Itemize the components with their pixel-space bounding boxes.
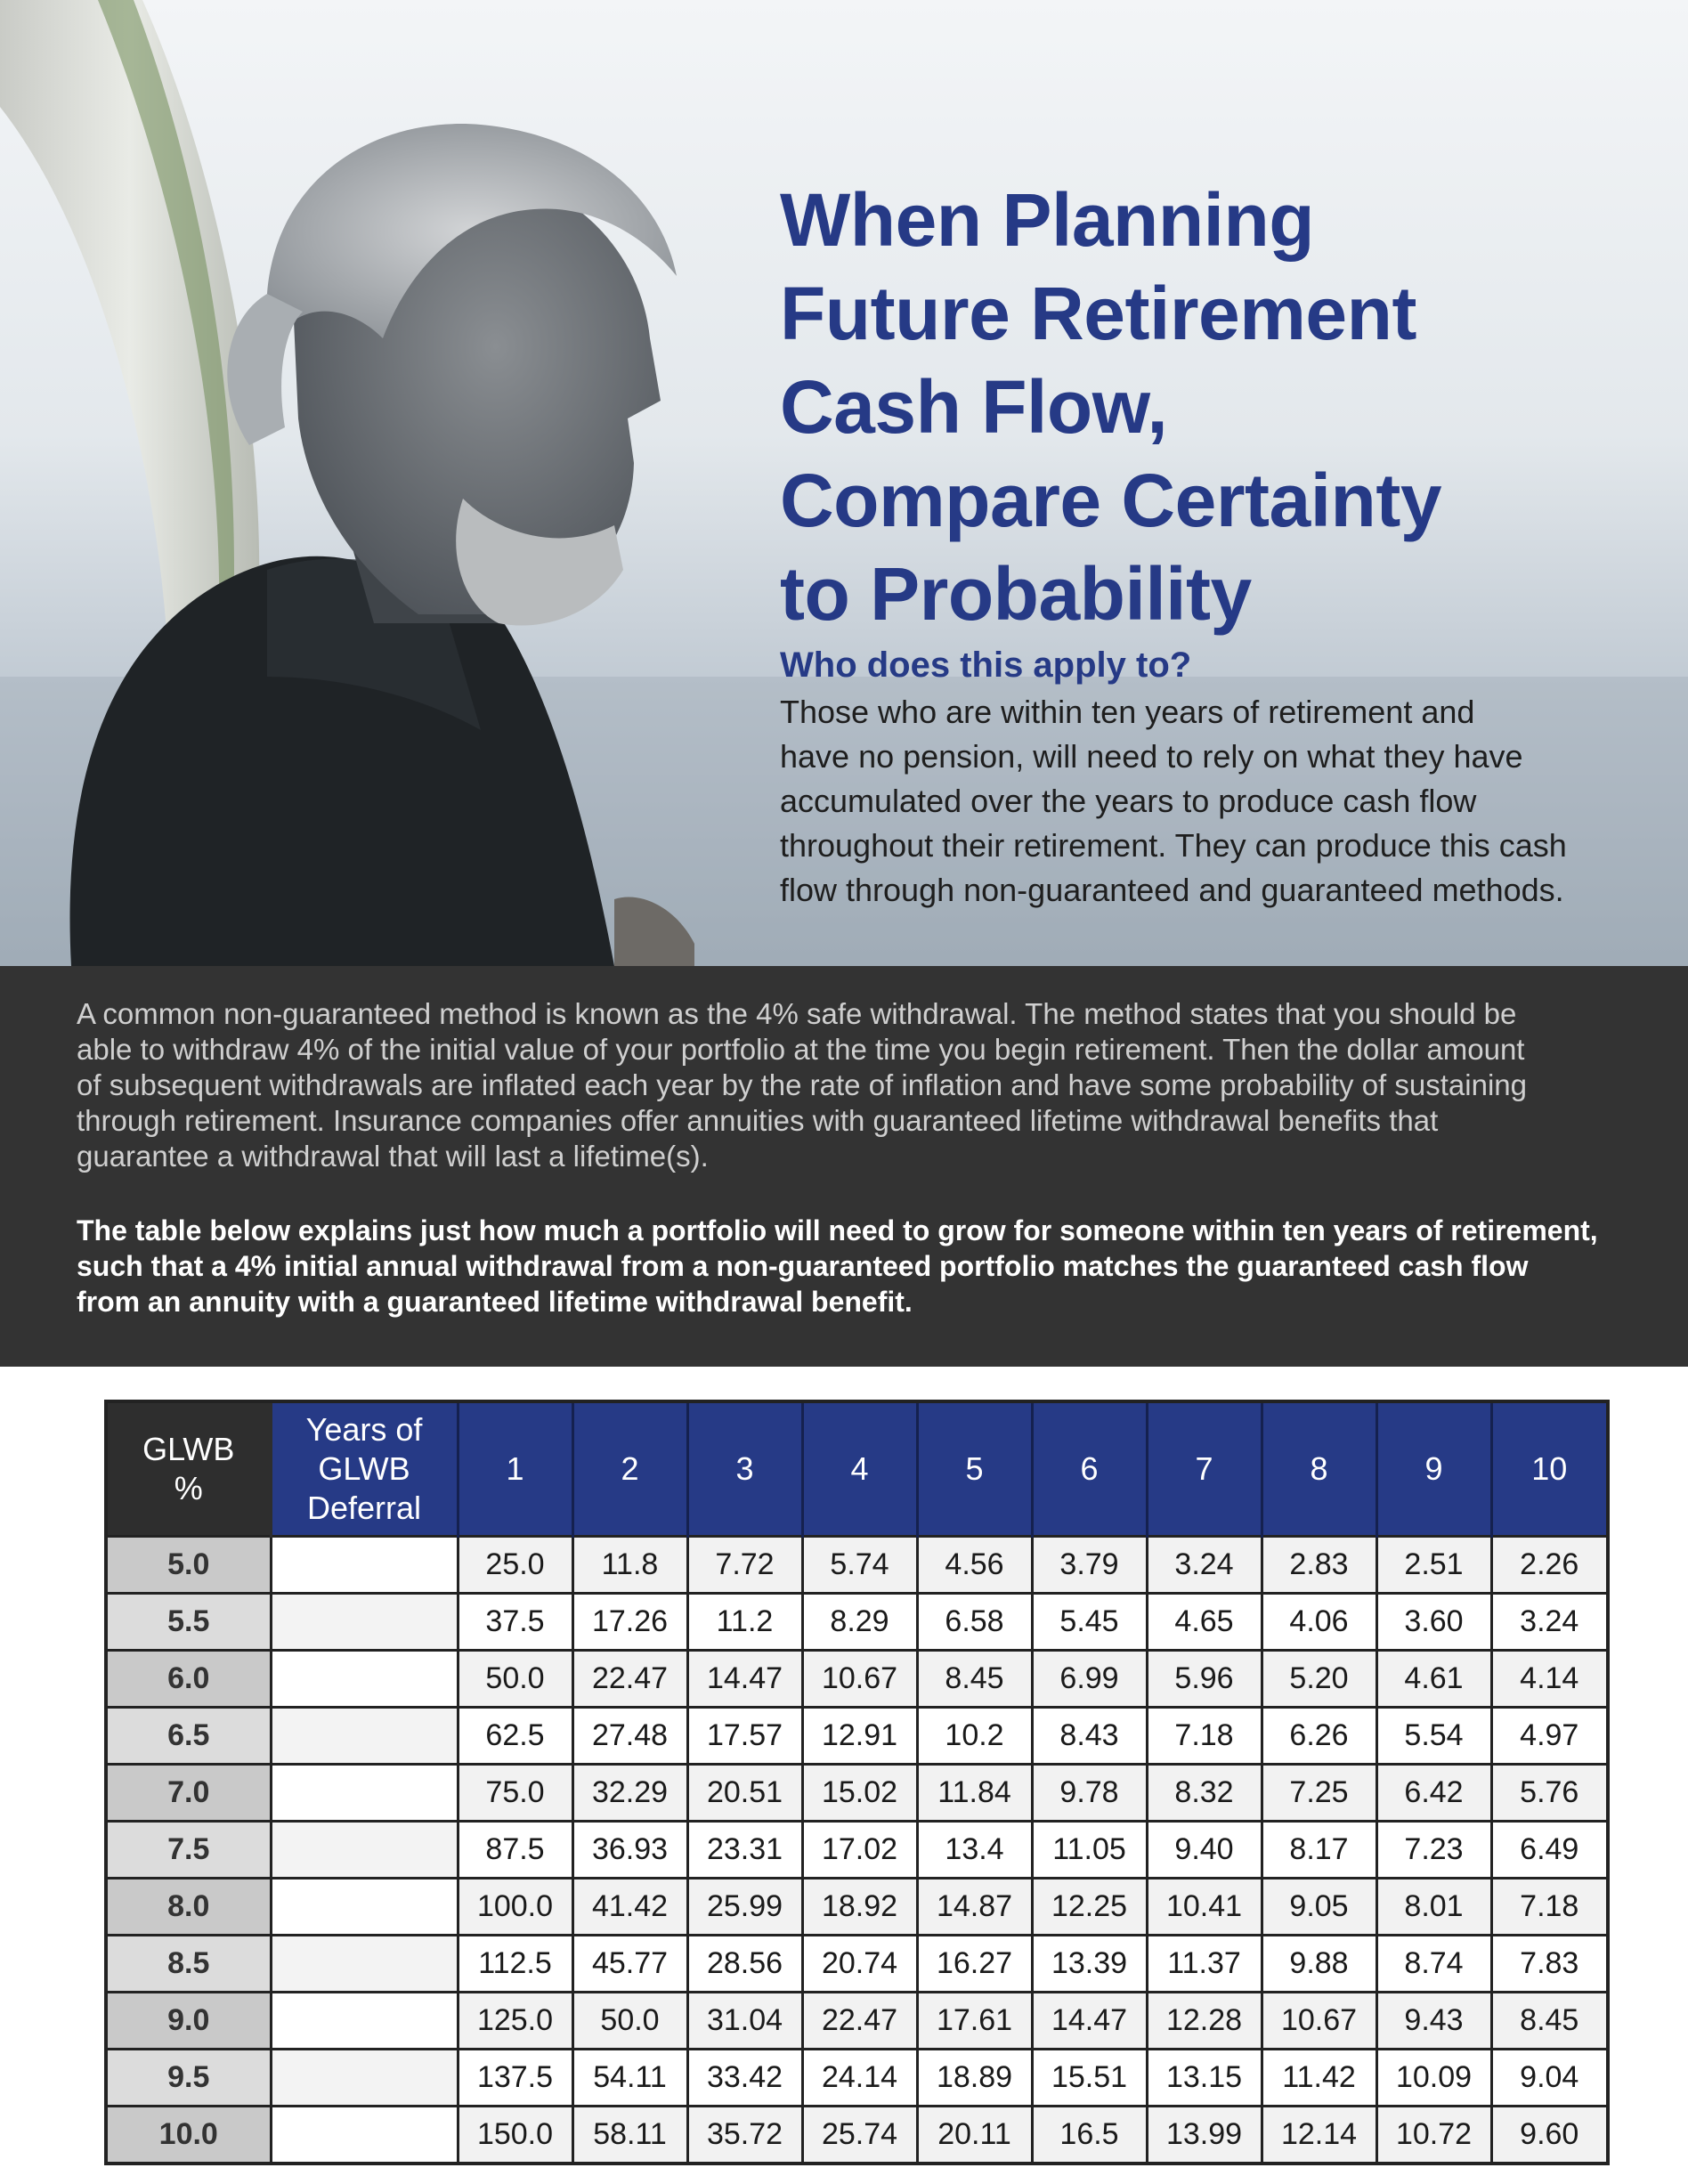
table-header-row [106, 1401, 1608, 1537]
growth-value-cell: 14.87 [917, 1879, 1032, 1936]
explanation-line: guarantee a withdrawal that will last a lifetime(s). [77, 1140, 709, 1173]
growth-value-cell: 4.14 [1491, 1651, 1608, 1708]
growth-value-cell: 8.17 [1262, 1822, 1376, 1879]
growth-value-cell: 6.58 [917, 1594, 1032, 1651]
title-line: Compare Certainty [780, 459, 1442, 542]
section-subtitle: Who does this apply to? [780, 645, 1192, 685]
growth-value-cell: 3.60 [1376, 1594, 1491, 1651]
growth-value-cell: 25.74 [802, 2107, 917, 2164]
growth-value-cell: 17.57 [687, 1708, 802, 1765]
growth-value-cell: 7.83 [1491, 1936, 1608, 1993]
growth-value-cell: 14.47 [687, 1651, 802, 1708]
deferral-blank-cell [271, 1822, 458, 1879]
intro-line: accumulated over the years to produce cash flow [780, 783, 1477, 819]
header-years-of-deferral [271, 1401, 458, 1537]
title-line: Future Retirement [780, 272, 1416, 355]
header-year-6: 6 [1032, 1401, 1147, 1537]
growth-value-cell: 13.39 [1032, 1936, 1147, 1993]
header-year-1: 1 [458, 1401, 572, 1537]
growth-value-cell: 6.99 [1032, 1651, 1147, 1708]
header-year-7: 7 [1147, 1401, 1262, 1537]
header-glwb-percent [106, 1401, 271, 1537]
growth-value-cell: 6.42 [1376, 1765, 1491, 1822]
growth-value-cell: 27.48 [572, 1708, 687, 1765]
growth-value-cell: 11.42 [1262, 2050, 1376, 2107]
growth-value-cell: 100.0 [458, 1879, 572, 1936]
deferral-blank-cell [271, 1651, 458, 1708]
growth-value-cell: 13.4 [917, 1822, 1032, 1879]
growth-value-cell: 33.42 [687, 2050, 802, 2107]
growth-value-cell: 16.27 [917, 1936, 1032, 1993]
growth-value-cell: 24.14 [802, 2050, 917, 2107]
intro-line: flow through non-guaranteed and guaranteed methods. [780, 872, 1564, 908]
page-title [780, 174, 1635, 641]
table-intro-line: The table below explains just how much a portfolio will need to grow for someone within ten years of retirement, [77, 1214, 1598, 1246]
header-year-3: 3 [687, 1401, 802, 1537]
growth-value-cell: 8.74 [1376, 1936, 1491, 1993]
portfolio-growth-table [104, 1400, 1610, 2165]
table-row [106, 2050, 1608, 2107]
growth-value-cell: 32.29 [572, 1765, 687, 1822]
growth-value-cell: 7.18 [1147, 1708, 1262, 1765]
growth-value-cell: 3.24 [1491, 1594, 1608, 1651]
growth-value-cell: 20.51 [687, 1765, 802, 1822]
growth-value-cell: 31.04 [687, 1993, 802, 2050]
growth-value-cell: 10.67 [1262, 1993, 1376, 2050]
table-row [106, 1594, 1608, 1651]
title-line: When Planning [780, 178, 1315, 262]
table-row [106, 2107, 1608, 2164]
growth-value-cell: 5.76 [1491, 1765, 1608, 1822]
table-intro-line: such that a 4% initial annual withdrawal from a non-guaranteed portfolio matches the guaranteed cash flow [77, 1250, 1529, 1282]
growth-value-cell: 16.5 [1032, 2107, 1147, 2164]
growth-value-cell: 9.04 [1491, 2050, 1608, 2107]
growth-value-cell: 11.05 [1032, 1822, 1147, 1879]
growth-value-cell: 10.67 [802, 1651, 917, 1708]
header-glwb-line: GLWB [142, 1431, 235, 1467]
glwb-percent-cell: 5.5 [106, 1594, 271, 1651]
header-years-line: Years of [305, 1411, 423, 1448]
deferral-blank-cell [271, 1537, 458, 1594]
growth-value-cell: 25.0 [458, 1537, 572, 1594]
table-intro-line: from an annuity with a guaranteed lifetime withdrawal benefit. [77, 1286, 913, 1318]
growth-value-cell: 9.40 [1147, 1822, 1262, 1879]
growth-value-cell: 11.84 [917, 1765, 1032, 1822]
growth-value-cell: 4.06 [1262, 1594, 1376, 1651]
table-row [106, 1651, 1608, 1708]
explanation-line: able to withdraw 4% of the initial value of your portfolio at the time you begin retirement. Then the dollar amount [77, 1033, 1525, 1066]
growth-value-cell: 5.20 [1262, 1651, 1376, 1708]
deferral-blank-cell [271, 1594, 458, 1651]
growth-value-cell: 7.23 [1376, 1822, 1491, 1879]
growth-value-cell: 18.89 [917, 2050, 1032, 2107]
header-year-4: 4 [802, 1401, 917, 1537]
hero-section [0, 0, 1688, 966]
growth-value-cell: 45.77 [572, 1936, 687, 1993]
growth-value-cell: 23.31 [687, 1822, 802, 1879]
growth-value-cell: 3.24 [1147, 1537, 1262, 1594]
growth-value-cell: 9.88 [1262, 1936, 1376, 1993]
explanation-paragraph [77, 996, 1661, 1174]
growth-value-cell: 37.5 [458, 1594, 572, 1651]
growth-value-cell: 12.14 [1262, 2107, 1376, 2164]
intro-line: have no pension, will need to rely on what they have [780, 738, 1523, 775]
growth-value-cell: 41.42 [572, 1879, 687, 1936]
growth-value-cell: 12.28 [1147, 1993, 1262, 2050]
growth-value-cell: 10.09 [1376, 2050, 1491, 2107]
growth-value-cell: 28.56 [687, 1936, 802, 1993]
growth-value-cell: 6.49 [1491, 1822, 1608, 1879]
growth-value-cell: 15.51 [1032, 2050, 1147, 2107]
growth-value-cell: 3.79 [1032, 1537, 1147, 1594]
intro-line: throughout their retirement. They can produce this cash [780, 827, 1567, 864]
growth-value-cell: 4.61 [1376, 1651, 1491, 1708]
explanation-line: A common non-guaranteed method is known as the 4% safe withdrawal. The method states that you should be [77, 997, 1517, 1030]
growth-value-cell: 112.5 [458, 1936, 572, 1993]
table-intro-paragraph [77, 1213, 1661, 1319]
explanation-band [0, 966, 1688, 1367]
growth-value-cell: 18.92 [802, 1879, 917, 1936]
table-row [106, 1537, 1608, 1594]
header-glwb-line: % [174, 1470, 203, 1506]
table-row [106, 1993, 1608, 2050]
growth-value-cell: 87.5 [458, 1822, 572, 1879]
growth-value-cell: 20.74 [802, 1936, 917, 1993]
growth-value-cell: 22.47 [802, 1993, 917, 2050]
growth-value-cell: 125.0 [458, 1993, 572, 2050]
header-year-10: 10 [1491, 1401, 1608, 1537]
deferral-blank-cell [271, 1879, 458, 1936]
header-year-5: 5 [917, 1401, 1032, 1537]
glwb-percent-cell: 7.5 [106, 1822, 271, 1879]
growth-value-cell: 9.05 [1262, 1879, 1376, 1936]
glwb-percent-cell: 6.0 [106, 1651, 271, 1708]
growth-value-cell: 12.91 [802, 1708, 917, 1765]
growth-value-cell: 8.32 [1147, 1765, 1262, 1822]
growth-value-cell: 10.41 [1147, 1879, 1262, 1936]
intro-paragraph [780, 690, 1635, 913]
growth-value-cell: 8.45 [917, 1651, 1032, 1708]
growth-value-cell: 8.29 [802, 1594, 917, 1651]
table-header [106, 1401, 1608, 1537]
growth-value-cell: 13.99 [1147, 2107, 1262, 2164]
growth-value-cell: 7.25 [1262, 1765, 1376, 1822]
growth-value-cell: 2.83 [1262, 1537, 1376, 1594]
glwb-percent-cell: 5.0 [106, 1537, 271, 1594]
growth-value-cell: 50.0 [458, 1651, 572, 1708]
growth-value-cell: 14.47 [1032, 1993, 1147, 2050]
growth-value-cell: 5.45 [1032, 1594, 1147, 1651]
header-year-8: 8 [1262, 1401, 1376, 1537]
growth-value-cell: 8.43 [1032, 1708, 1147, 1765]
deferral-blank-cell [271, 1765, 458, 1822]
growth-value-cell: 2.51 [1376, 1537, 1491, 1594]
growth-value-cell: 17.26 [572, 1594, 687, 1651]
deferral-blank-cell [271, 1936, 458, 1993]
deferral-blank-cell [271, 1708, 458, 1765]
growth-value-cell: 10.2 [917, 1708, 1032, 1765]
intro-line: Those who are within ten years of retirement and [780, 694, 1475, 730]
growth-value-cell: 7.18 [1491, 1879, 1608, 1936]
growth-value-cell: 4.56 [917, 1537, 1032, 1594]
table-row [106, 1765, 1608, 1822]
deferral-blank-cell [271, 1993, 458, 2050]
explanation-line: of subsequent withdrawals are inflated each year by the rate of inflation and have some probability of sustaining [77, 1068, 1527, 1101]
growth-value-cell: 13.15 [1147, 2050, 1262, 2107]
header-years-line: GLWB [318, 1450, 410, 1487]
growth-value-cell: 9.78 [1032, 1765, 1147, 1822]
growth-value-cell: 4.97 [1491, 1708, 1608, 1765]
growth-value-cell: 9.43 [1376, 1993, 1491, 2050]
deferral-blank-cell [271, 2107, 458, 2164]
growth-value-cell: 7.72 [687, 1537, 802, 1594]
growth-value-cell: 36.93 [572, 1822, 687, 1879]
explanation-line: through retirement. Insurance companies offer annuities with guaranteed lifetime withdrawal benefits that [77, 1104, 1439, 1137]
glwb-percent-cell: 10.0 [106, 2107, 271, 2164]
growth-value-cell: 12.25 [1032, 1879, 1147, 1936]
glwb-percent-cell: 9.5 [106, 2050, 271, 2107]
growth-value-cell: 62.5 [458, 1708, 572, 1765]
growth-value-cell: 11.8 [572, 1537, 687, 1594]
growth-value-cell: 15.02 [802, 1765, 917, 1822]
glwb-percent-cell: 6.5 [106, 1708, 271, 1765]
growth-value-cell: 11.2 [687, 1594, 802, 1651]
growth-value-cell: 25.99 [687, 1879, 802, 1936]
growth-value-cell: 150.0 [458, 2107, 572, 2164]
glwb-percent-cell: 7.0 [106, 1765, 271, 1822]
growth-value-cell: 35.72 [687, 2107, 802, 2164]
table-row [106, 1822, 1608, 1879]
growth-value-cell: 10.72 [1376, 2107, 1491, 2164]
table-body [106, 1537, 1608, 2164]
table-row [106, 1879, 1608, 1936]
table-row [106, 1936, 1608, 1993]
growth-value-cell: 22.47 [572, 1651, 687, 1708]
growth-value-cell: 5.54 [1376, 1708, 1491, 1765]
growth-value-cell: 58.11 [572, 2107, 687, 2164]
growth-value-cell: 8.45 [1491, 1993, 1608, 2050]
growth-value-cell: 54.11 [572, 2050, 687, 2107]
header-years-line: Deferral [306, 1490, 422, 1526]
growth-value-cell: 5.74 [802, 1537, 917, 1594]
growth-value-cell: 17.02 [802, 1822, 917, 1879]
table-row [106, 1708, 1608, 1765]
growth-value-cell: 75.0 [458, 1765, 572, 1822]
header-year-2: 2 [572, 1401, 687, 1537]
title-line: Cash Flow, [780, 365, 1168, 449]
title-line: to Probability [780, 552, 1252, 636]
glwb-percent-cell: 8.0 [106, 1879, 271, 1936]
growth-value-cell: 50.0 [572, 1993, 687, 2050]
glwb-percent-cell: 8.5 [106, 1936, 271, 1993]
growth-value-cell: 6.26 [1262, 1708, 1376, 1765]
deferral-blank-cell [271, 2050, 458, 2107]
growth-value-cell: 11.37 [1147, 1936, 1262, 1993]
header-year-9: 9 [1376, 1401, 1491, 1537]
growth-value-cell: 8.01 [1376, 1879, 1491, 1936]
growth-value-cell: 2.26 [1491, 1537, 1608, 1594]
growth-value-cell: 17.61 [917, 1993, 1032, 2050]
growth-value-cell: 4.65 [1147, 1594, 1262, 1651]
glwb-percent-cell: 9.0 [106, 1993, 271, 2050]
growth-value-cell: 137.5 [458, 2050, 572, 2107]
growth-value-cell: 5.96 [1147, 1651, 1262, 1708]
growth-value-cell: 9.60 [1491, 2107, 1608, 2164]
growth-value-cell: 20.11 [917, 2107, 1032, 2164]
